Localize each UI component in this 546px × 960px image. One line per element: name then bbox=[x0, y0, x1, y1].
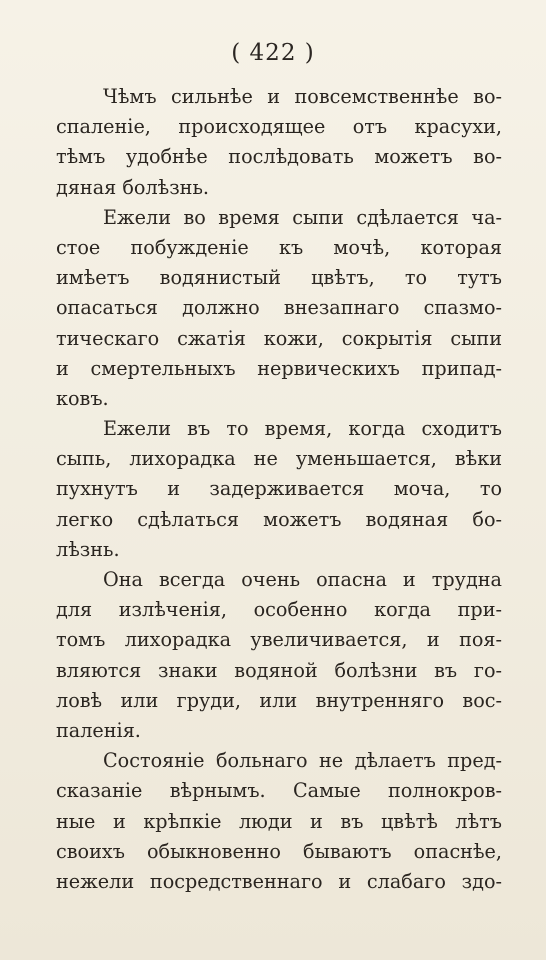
text-line: ные и крѣпкіе люди и въ цвѣтѣ лѣтъ bbox=[56, 809, 502, 833]
body-text bbox=[56, 82, 502, 897]
text-line: сказаніе вѣрнымъ. Самые полнокров- bbox=[56, 779, 502, 803]
page-number: ( 422 ) bbox=[231, 40, 315, 66]
text-line: своихъ обыкновенно бываютъ опаснѣе, bbox=[56, 839, 502, 863]
text-line: Ежели во время сыпи сдѣлается ча- bbox=[103, 205, 502, 229]
text-line: томъ лихорадка увеличивается, и поя- bbox=[56, 628, 502, 652]
text-line: сыпь, лихорадка не уменьшается, вѣки bbox=[56, 447, 502, 471]
text-line: ковъ. bbox=[56, 386, 109, 410]
text-line: спаленіе, происходящее отъ красухи, bbox=[56, 115, 502, 139]
text-line: и смертельныхъ нервическихъ припад- bbox=[56, 356, 502, 380]
text-line: дяная болѣзнь. bbox=[56, 175, 210, 199]
text-line: вляются знаки водяной болѣзни въ го- bbox=[56, 658, 502, 682]
text-line: легко сдѣлаться можетъ водяная бо- bbox=[56, 507, 502, 531]
text-line: опасаться должно внезапнаго спазмо- bbox=[56, 296, 502, 320]
text-line: Чѣмъ сильнѣе и повсемственнѣе во- bbox=[103, 85, 502, 108]
text-line: паленія. bbox=[56, 718, 141, 742]
text-line: Она всегда очень опасна и трудна bbox=[103, 568, 502, 591]
text-line: Состояніе больнаго не дѣлаетъ пред- bbox=[103, 749, 502, 773]
text-line: нежели посредственнаго и слабаго здо- bbox=[56, 869, 502, 893]
text-line: для излѣченія, особенно когда при- bbox=[56, 598, 502, 622]
text-line: имѣетъ водянистый цвѣтъ, то тутъ bbox=[56, 266, 502, 290]
text-line: пухнутъ и задерживается моча, то bbox=[56, 477, 502, 501]
text-line: Ежели въ то время, когда сходитъ bbox=[103, 417, 502, 441]
text-line: стое побужденіе къ мочѣ, которая bbox=[56, 235, 502, 259]
text-line: тическаго сжатія кожи, сокрытія сыпи bbox=[56, 326, 502, 350]
text-line: ловѣ или груди, или внутренняго вос- bbox=[56, 688, 502, 712]
text-line: лѣзнь. bbox=[56, 537, 120, 561]
text-line: тѣмъ удобнѣе послѣдовать можетъ во- bbox=[56, 145, 502, 169]
